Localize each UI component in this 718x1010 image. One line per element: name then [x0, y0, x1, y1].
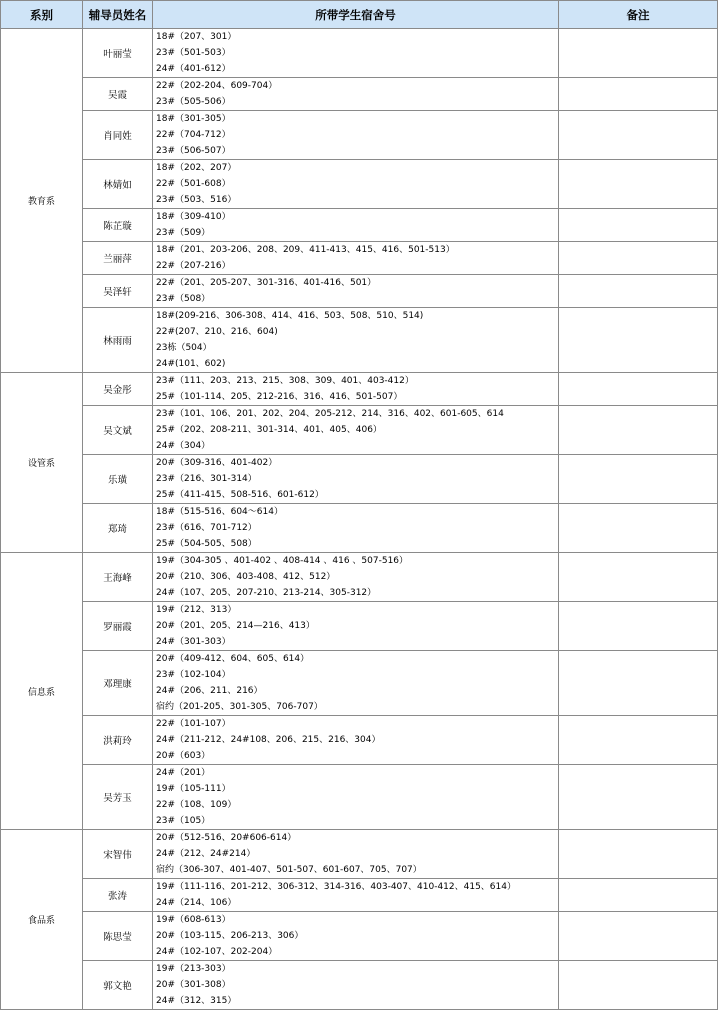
table-row [1, 961, 718, 1010]
remarks-cell [559, 602, 718, 651]
dorm-line: 19#（213-303） [156, 964, 231, 974]
dorm-line: 24#（301-303） [156, 637, 231, 647]
counselor-name-cell: 吴金彤 [83, 373, 153, 406]
dorm-rooms-cell [153, 275, 559, 308]
dorm-rooms-cell [153, 961, 559, 1010]
dorm-line: 25#（411-415、508-516、601-612） [156, 490, 324, 500]
dorm-line: 24#（214、106） [156, 898, 237, 908]
dorm-line: 18#（309-410） [156, 212, 231, 222]
dorm-rooms-cell [153, 912, 559, 961]
dorm-line: 24#（201） [156, 768, 211, 778]
table-row [1, 160, 718, 209]
table-row [1, 455, 718, 504]
department-cell: 信息系 [1, 553, 83, 830]
table-row [1, 651, 718, 716]
dorm-rooms-cell [153, 78, 559, 111]
remarks-cell [559, 209, 718, 242]
dorm-rooms-cell [153, 160, 559, 209]
remarks-cell [559, 830, 718, 879]
dorm-line: 20#（512-516、20#606-614） [156, 833, 297, 843]
table-row [1, 406, 718, 455]
dorm-line: 23#（216、301-314） [156, 474, 257, 484]
table-row [1, 275, 718, 308]
counselor-name-cell: 郭文艳 [83, 961, 153, 1010]
table-row [1, 242, 718, 275]
counselor-name-cell: 郑琦 [83, 504, 153, 553]
dorm-line: 25#（101-114、205、212-216、316、416、501-507） [156, 392, 403, 402]
dorm-line: 19#（105-111） [156, 784, 231, 794]
dorm-rooms-cell [153, 209, 559, 242]
counselor-name-cell: 乐璜 [83, 455, 153, 504]
dorm-line: 22#（207-216） [156, 261, 231, 271]
dorm-line: 25#（504-505、508） [156, 539, 257, 549]
table-row [1, 373, 718, 406]
dorm-line: 19#（111-116、201-212、306-312、314-316、403-407、410-412、415、614） [156, 882, 516, 892]
table-row [1, 765, 718, 830]
dorm-line: 22#（501-608） [156, 179, 231, 189]
remarks-cell [559, 553, 718, 602]
dorm-line: 18#（301-305） [156, 114, 231, 124]
table-row [1, 879, 718, 912]
dorm-rooms-cell [153, 373, 559, 406]
dorm-line: 20#（210、306、403-408、412、512） [156, 572, 336, 582]
counselor-name-cell: 兰丽萍 [83, 242, 153, 275]
counselor-name-cell: 叶丽莹 [83, 29, 153, 78]
dorm-line: 23#（509） [156, 228, 211, 238]
dorm-line: 22#（202-204、609-704） [156, 81, 278, 91]
counselor-name-cell: 吴霞 [83, 78, 153, 111]
dorm-line: 24#（304） [156, 441, 211, 451]
counselor-name-cell: 林婧如 [83, 160, 153, 209]
remarks-cell [559, 406, 718, 455]
dorm-line: 24#（312、315） [156, 996, 237, 1006]
table-row [1, 830, 718, 879]
remarks-cell [559, 879, 718, 912]
remarks-cell [559, 373, 718, 406]
dorm-line: 24#（102-107、202-204） [156, 947, 278, 957]
remarks-cell [559, 29, 718, 78]
dorm-line: 20#（103-115、206-213、306） [156, 931, 304, 941]
dorm-rooms-cell [153, 455, 559, 504]
table-row [1, 111, 718, 160]
counselor-name-cell: 吴文斌 [83, 406, 153, 455]
counselor-name-cell: 陈芷璇 [83, 209, 153, 242]
dorm-line: 22#(207、210、216、604) [156, 327, 278, 337]
counselor-name-cell: 张涛 [83, 879, 153, 912]
dorm-line: 19#（212、313） [156, 605, 237, 615]
dorm-line: 24#(101、602) [156, 359, 226, 369]
table-row [1, 553, 718, 602]
counselor-name-cell: 王海峰 [83, 553, 153, 602]
dorm-line: 20#（409-412、604、605、614） [156, 654, 310, 664]
dorm-line: 宿约（306-307、401-407、501-507、601-607、705、707） [156, 865, 422, 875]
dorm-rooms-cell [153, 111, 559, 160]
dorm-rooms-cell [153, 308, 559, 373]
dorm-line: 23#（102-104） [156, 670, 231, 680]
counselor-name-cell: 肖同姓 [83, 111, 153, 160]
dorm-line: 23#（501-503） [156, 48, 231, 58]
dorm-line: 22#（201、205-207、301-316、401-416、501） [156, 278, 377, 288]
table-row [1, 308, 718, 373]
counselor-name-cell: 吴芳玉 [83, 765, 153, 830]
table-row [1, 504, 718, 553]
dorm-rooms-cell [153, 553, 559, 602]
table-row [1, 29, 718, 78]
dorm-line: 24#（206、211、216） [156, 686, 263, 696]
dorm-line: 18#(209-216、306-308、414、416、503、508、510、514) [156, 311, 424, 321]
dorm-rooms-cell [153, 242, 559, 275]
counselor-name-cell: 林雨雨 [83, 308, 153, 373]
remarks-cell [559, 651, 718, 716]
header-remarks: 备注 [559, 1, 718, 29]
dorm-line: 20#（301-308） [156, 980, 231, 990]
dorm-rooms-cell [153, 879, 559, 912]
dorm-rooms-cell [153, 651, 559, 716]
remarks-cell [559, 716, 718, 765]
dorm-line: 20#（309-316、401-402） [156, 458, 278, 468]
dorm-line: 23#（505-506） [156, 97, 231, 107]
counselor-name-cell: 罗丽霞 [83, 602, 153, 651]
dorm-line: 22#（101-107） [156, 719, 231, 729]
dorm-line: 18#（515-516、604～614） [156, 507, 283, 517]
counselor-name-cell: 陈思莹 [83, 912, 153, 961]
counselor-name-cell: 洪莉玲 [83, 716, 153, 765]
dorm-rooms-cell [153, 29, 559, 78]
dorm-line: 23#（508） [156, 294, 211, 304]
counselor-name-cell: 邓理康 [83, 651, 153, 716]
dorm-line: 23#（616、701-712） [156, 523, 257, 533]
dorm-line: 23#（105） [156, 816, 211, 826]
department-cell: 食品系 [1, 830, 83, 1010]
table-row [1, 602, 718, 651]
dorm-line: 24#（211-212、24#108、206、215、216、304） [156, 735, 381, 745]
remarks-cell [559, 160, 718, 209]
remarks-cell [559, 765, 718, 830]
dorm-line: 22#（704-712） [156, 130, 231, 140]
dorm-line: 19#（304-305 、401-402 、408-414 、416 、507-516） [156, 556, 409, 566]
dorm-rooms-cell [153, 504, 559, 553]
remarks-cell [559, 912, 718, 961]
dorm-line: 24#（212、24#214） [156, 849, 256, 859]
dorm-line: 19#（608-613） [156, 915, 231, 925]
dorm-rooms-cell [153, 602, 559, 651]
dorm-rooms-cell [153, 406, 559, 455]
dorm-line: 24#（107、205、207-210、213-214、305-312） [156, 588, 377, 598]
remarks-cell [559, 242, 718, 275]
dorm-rooms-cell [153, 830, 559, 879]
dorm-line: 宿约（201-205、301-305、706-707） [156, 702, 323, 712]
department-cell: 设管系 [1, 373, 83, 553]
dorm-line: 23#（503、516） [156, 195, 237, 205]
dorm-line: 22#（108、109） [156, 800, 237, 810]
counselor-name-cell: 宋智伟 [83, 830, 153, 879]
remarks-cell [559, 504, 718, 553]
dorm-rooms-cell [153, 716, 559, 765]
dorm-line: 24#（401-612） [156, 64, 231, 74]
remarks-cell [559, 961, 718, 1010]
remarks-cell [559, 308, 718, 373]
dorm-line: 20#（201、205、214—216、413） [156, 621, 315, 631]
dorm-line: 23栋（504） [156, 343, 212, 353]
dorm-line: 20#（603） [156, 751, 211, 761]
dorm-line: 25#（202、208-211、301-314、401、405、406） [156, 425, 382, 435]
table-row [1, 209, 718, 242]
table-row [1, 716, 718, 765]
table-row [1, 78, 718, 111]
header-counselor: 辅导员姓名 [83, 1, 153, 29]
dorm-line: 23#（111、203、213、215、308、309、401、403-412） [156, 376, 414, 386]
remarks-cell [559, 111, 718, 160]
header-row [1, 1, 718, 29]
remarks-cell [559, 275, 718, 308]
department-cell: 教育系 [1, 29, 83, 373]
remarks-cell [559, 78, 718, 111]
dorm-line: 18#（202、207） [156, 163, 237, 173]
dorm-rooms-cell [153, 765, 559, 830]
dorm-line: 23#（506-507） [156, 146, 231, 156]
header-dorms: 所带学生宿舍号 [153, 1, 559, 29]
header-department: 系别 [1, 1, 83, 29]
counselor-name-cell: 吴泽轩 [83, 275, 153, 308]
remarks-cell [559, 455, 718, 504]
table-row [1, 912, 718, 961]
dorm-line: 18#（207、301） [156, 32, 237, 42]
dorm-line: 23#（101、106、201、202、204、205-212、214、316、402、601-605、614 [156, 409, 504, 419]
dorm-line: 18#（201、203-206、208、209、411-413、415、416、501-513） [156, 245, 455, 255]
